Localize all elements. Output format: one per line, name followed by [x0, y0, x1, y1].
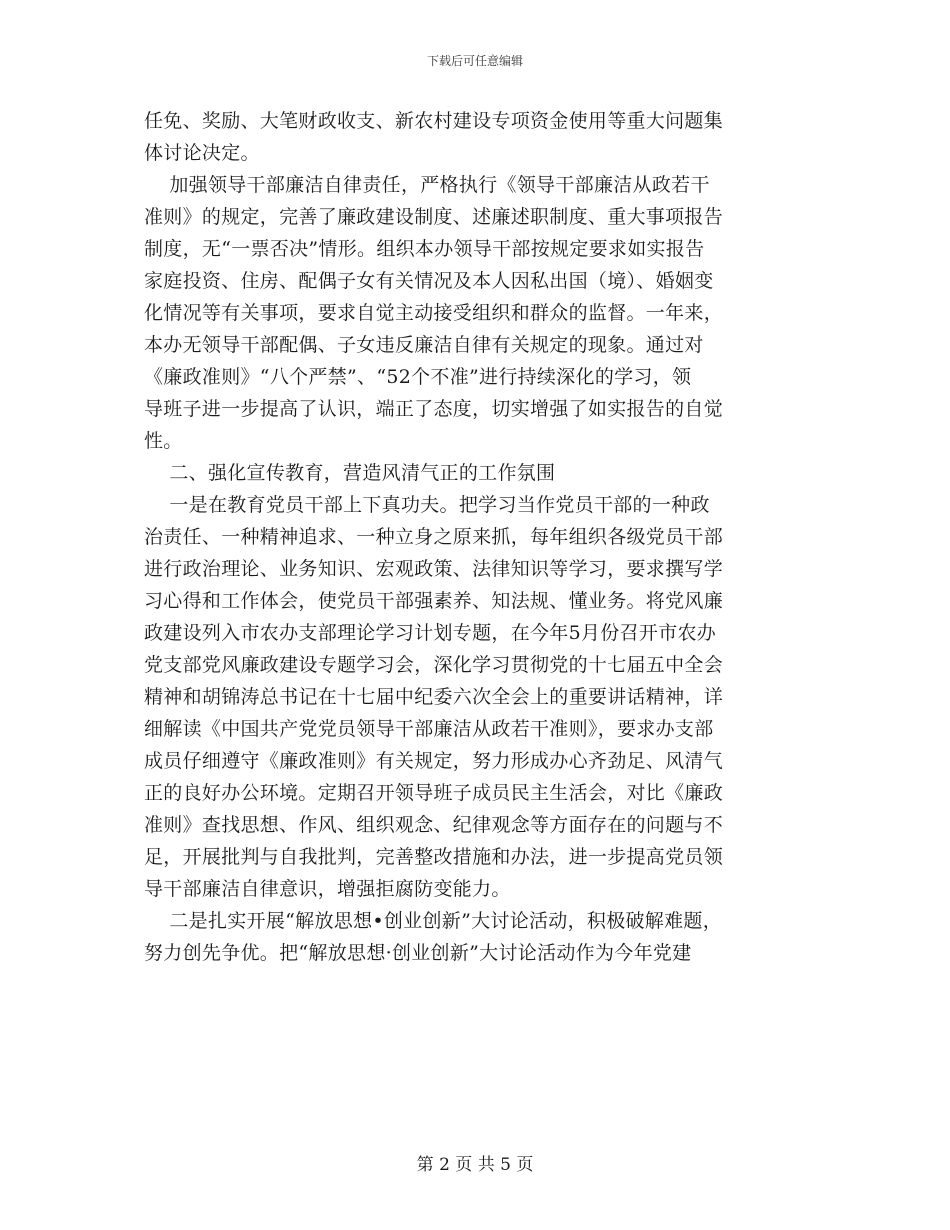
section-heading: 二、强化宣传教育，营造风清气正的工作氛围 [144, 462, 556, 484]
text-line: 化情况等有关事项，要求自觉主动接受组织和群众的监督。一年来， [144, 302, 724, 324]
text-line: 政建设列入市农办支部理论学习计划专题，在今年5月份召开市农办 [144, 622, 717, 644]
text-line: 加强领导干部廉洁自律责任，严格执行《领导干部廉洁从政若干 [144, 174, 710, 196]
text-line: 治责任、一种精神追求、一种立身之原来抓，每年组织各级党员干部 [144, 526, 724, 548]
text-line: 性。 [144, 430, 183, 452]
text-line: 制度，无“一票否决”情形。组织本办领导干部按规定要求如实报告 [144, 238, 705, 260]
text-line: 家庭投资、住房、配偶子女有关情况及本人因私出国（境）、婚姻变 [144, 270, 714, 292]
text-line: 体讨论决定。 [144, 142, 260, 164]
text-line: 准则》查找思想、作风、组织观念、纪律观念等方面存在的问题与不 [144, 814, 724, 836]
text-line: 一是在教育党员干部上下真功夫。把学习当作党员干部的一种政 [144, 494, 710, 516]
text-line: 准则》的规定，完善了廉政建设制度、述廉述职制度、重大事项报告 [144, 206, 724, 228]
text-line: 足，开展批判与自我批判，完善整改措施和办法，进一步提高党员领 [144, 846, 724, 868]
text-line: 精神和胡锦涛总书记在十七届中纪委六次全会上的重要讲话精神，详 [144, 686, 724, 708]
text-line: 二是扎实开展“解放思想•创业创新”大讨论活动，积极破解难题， [144, 910, 722, 932]
page-header: 下载后可任意编辑 [426, 54, 523, 68]
text-line: 习心得和工作体会，使党员干部强素养、知法规、懂业务。将党风廉 [144, 590, 724, 612]
text-line: 党支部党风廉政建设专题学习会，深化学习贯彻党的十七届五中全会 [144, 654, 724, 676]
text-line: 努力创先争优。把“解放思想·创业创新”大讨论活动作为今年党建 [144, 942, 692, 964]
text-line: 成员仔细遵守《廉政准则》有关规定，努力形成办心齐劲足、风清气 [144, 750, 724, 772]
text-line: 进行政治理论、业务知识、宏观政策、法律知识等学习，要求撰写学 [144, 558, 724, 580]
body-text [144, 105, 812, 969]
text-line: 导干部廉洁自律意识，增强拒腐防变能力。 [144, 878, 511, 900]
text-line: 导班子进一步提高了认识，端正了态度，切实增强了如实报告的自觉 [144, 398, 724, 420]
text-line: 细解读《中国共产党党员领导干部廉洁从政若干准则》，要求办支部 [144, 718, 714, 740]
text-line: 任免、奖励、大笔财政收支、新农村建设专项资金使用等重大问题集 [144, 110, 724, 132]
page-number-footer: 第 2 页 共 5 页 [416, 1155, 534, 1175]
text-line: 正的良好办公环境。定期召开领导班子成员民主生活会，对比《廉政 [144, 782, 724, 804]
text-line: 本办无领导干部配偶、子女违反廉洁自律有关规定的现象。通过对 [144, 334, 704, 356]
text-line: 《廉政准则》“八个严禁”、“52个不准”进行持续深化的学习，领 [144, 366, 692, 388]
